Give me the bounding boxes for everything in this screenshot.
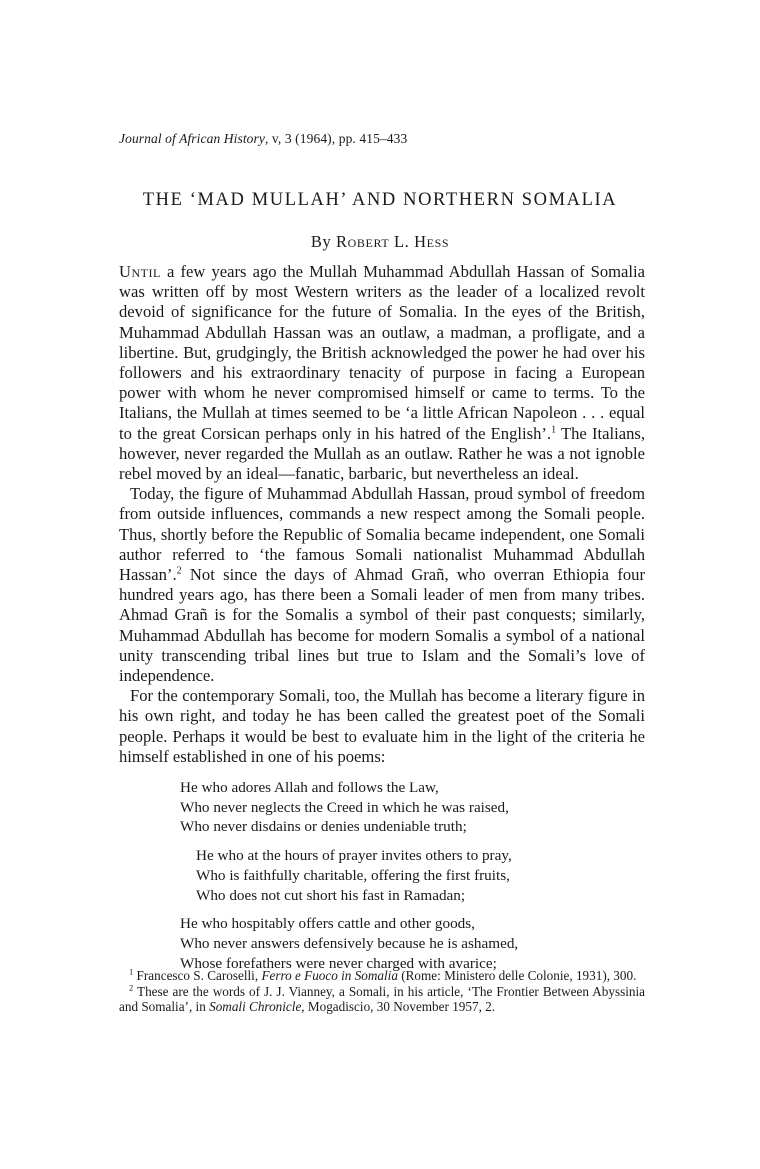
footnote-2-text-b: , Mogadiscio, 30 November 1957, 2. [301, 999, 496, 1014]
footnote-ref-2: 2 [176, 565, 182, 577]
paragraph-1-lead: Until [119, 262, 161, 281]
poem-stanza-3 [180, 914, 518, 973]
footnote-1-text-a: Francesco S. Caroselli, [133, 968, 262, 983]
footnote-2-title: Somali Chronicle [209, 999, 302, 1014]
footnote-1-marker: 1 [129, 966, 134, 977]
journal-volume-pages: , v, 3 (1964), pp. 415–433 [264, 131, 408, 146]
poem-stanza-2 [196, 846, 518, 905]
paragraph-2-text-b: Not since the days of Ahmad Grañ, who overran Ethiopia four hundred years ago, has there been a Somali leader of men from many tribes. Ahmad Grañ is for the Somalis a symbol of their past conquests; similarly, Muhammad Abdullah has become for modern Somalis a symbol of a national unity transcending tribal lines but true to Islam and the Somali’s love of independence. [119, 565, 645, 686]
journal-name: Journal of African History [119, 131, 265, 146]
poem-line: Who never answers defensively because he is ashamed, [180, 934, 519, 952]
paragraph-1-text-a: a few years ago the Mullah Muhammad Abdullah Hassan of Somalia was written off by most Western writers as the leader of a localized revolt devoid of significance for the future of Somalia. In the eyes of the British, Muhammad Abdullah Hassan was an outlaw, a madman, a profligate, and a libertine. But, grudgingly, the British acknowledged the power he had over his followers and his extraordinary tenacity of purpose in facing a European power with whom he never compromised himself or came to terms. To the Italians, the Mullah at times seemed to be ‘a little African Napoleon . . . equal to the great Corsican perhaps only in his hatred of the English’. [119, 262, 645, 443]
article-title: THE ‘MAD MULLAH’ AND NORTHERN SOMALIA [142, 190, 618, 210]
article-body [119, 262, 645, 767]
byline [0, 232, 760, 252]
journal-citation [119, 131, 407, 147]
poem-line: He who adores Allah and follows the Law, [180, 779, 439, 796]
footnote-2-text-a: These are the words of J. J. Vianney, a Somali, in his article, ‘The Frontier Between Abyssinia and Somalia’, in [119, 983, 645, 1014]
footnote-1-title: Ferro e Fuoco in Somalia [261, 968, 398, 983]
poem-line: He who hospitably offers cattle and other goods, [180, 915, 475, 933]
footnote-1 [119, 968, 645, 984]
footnote-2 [119, 984, 645, 1015]
paragraph-2 [119, 484, 645, 686]
poem-line: He who at the hours of prayer invites others to pray, [196, 847, 512, 865]
paragraph-1-text-b: The Italians, however, never regarded the Mullah as an outlaw. Rather he was a not ignoble rebel moved by an ideal—fanatic, barbaric, but nevertheless an ideal. [119, 423, 645, 484]
poem-line: Who never disdains or denies undeniable truth; [180, 818, 467, 836]
poem-stanza-1 [180, 778, 518, 837]
byline-prefix: By [310, 232, 337, 251]
author-name: Robert L. Hess [336, 232, 450, 251]
paragraph-2-text-a: Today, the figure of Muhammad Abdullah Hassan, proud symbol of freedom from outside influences, commands a new respect among the Somali people. Thus, shortly before the Republic of Somalia became independent, one Somali author referred to ‘the famous Somali nationalist Muhammad Abdullah Hassan’. [119, 484, 645, 585]
poem-line: Who is faithfully charitable, offering the first fruits, [196, 866, 510, 884]
footnote-2-marker: 2 [129, 982, 134, 993]
footnote-ref-1: 1 [551, 424, 557, 436]
footnotes [119, 968, 645, 1015]
paragraph-3: For the contemporary Somali, too, the Mullah has become a literary figure in his own right, and today he has been called the greatest poet of the Somali people. Perhaps it would be best to evaluate him in the light of the criteria he himself established in one of his poems: [119, 686, 645, 766]
paragraph-1 [119, 262, 645, 484]
poem-quote [180, 778, 518, 982]
poem-line: Whose forefathers were never charged with avarice; [180, 954, 497, 972]
poem-line: Who never neglects the Creed in which he was raised, [180, 798, 509, 816]
footnote-1-text-b: (Rome: Ministero delle Colonie, 1931), 300. [397, 968, 637, 983]
poem-line: Who does not cut short his fast in Ramadan; [196, 886, 466, 904]
